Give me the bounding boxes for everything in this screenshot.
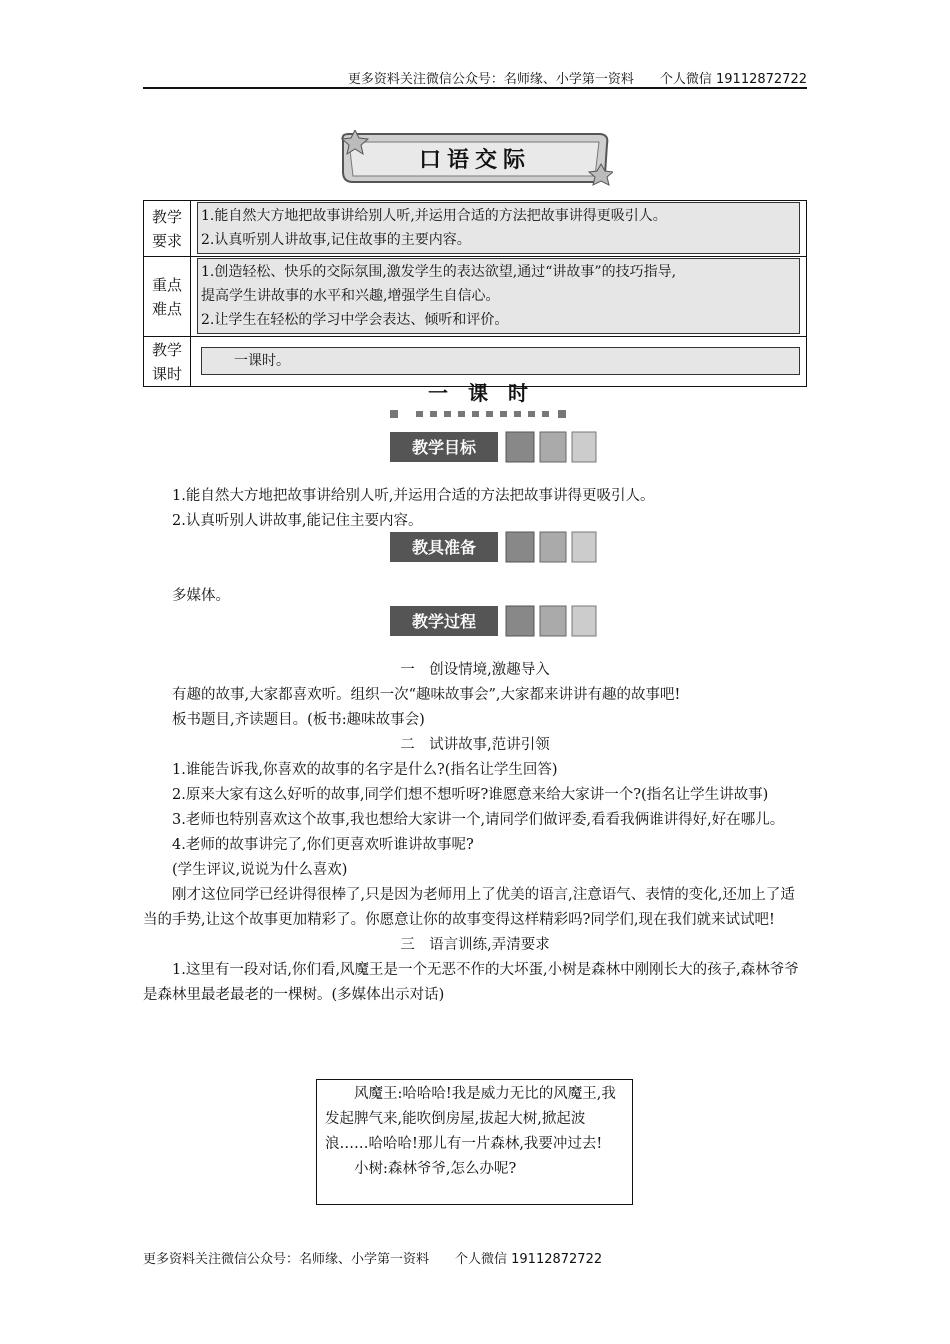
process-content: 一 创设情境,激趣导入 有趣的故事,大家都喜欢听。组织一次“趣味故事会”,大家都来讲讲有趣的故事吧! 板书题目,齐读题目。(板书:趣味故事会) 二 试讲故事,范讲引领 1.谁能告诉我,你喜欢的故事的名字是什么?(指名让学生回答) 2.原来大家有这么好听的故事,同学们想不想听呀?谁愿意来给大家讲一个?(指名让学生讲故事) 3.老师也特别喜欢这个故事,我也想给大家讲一个,请同学们做评委,看看我俩谁讲得好,好在哪儿。 4.老师的故事讲完了,你们更喜欢听谁讲故事呢? (学生评议,说说为什么喜欢) 刚才这位同学已经讲得很棒了,只是因为老师用上了优美的语言,注意语气、表情的变化,还加上了适当的手势,让这个故事更加精彩了。你愿意让你的故事变得这样精彩吗?同学们,现在我们就来试试吧! 三 语言训练,弄清要求 1.这里有一段对话,你们看,风魔王是一个无恶不作的大坏蛋,小树是森林中刚刚长大的孩子,森林爷爷是森林里最老最老的一棵树。(多媒体出示对话) (143, 658, 807, 1008)
table-row (144, 201, 807, 257)
dialog-box: 风魔王:哈哈哈!我是威力无比的风魔王,我发起脾气来,能吹倒房屋,拔起大树,掀起波浪……哈哈哈!那儿有一片森林,我要冲过去! 小树:森林爷爷,怎么办呢? (316, 1079, 633, 1205)
title-banner-text: 口语交际 (418, 148, 532, 173)
tools-badge-text: 教具准备 (411, 538, 477, 557)
section-title: 二 试讲故事,范讲引领 (400, 737, 550, 753)
row-label: 教学 课时 (144, 337, 191, 387)
key-points-box: 1.创造轻松、快乐的交际氛围,激发学生的表达欲望,通过“讲故事”的技巧指导, 提高学生讲故事的水平和兴趣,增强学生自信心。 2.让学生在轻松的学习中学会表达、倾听和评价。 (197, 258, 800, 334)
lesson-heading (390, 378, 566, 422)
row-label: 重点 难点 (144, 257, 191, 337)
page-header: 更多资料关注微信公众号：名师缘、小学第一资料 个人微信 19112872722 (347, 72, 807, 87)
row-label: 教学 要求 (144, 201, 191, 257)
lesson-heading-text: 一 课 时 (428, 381, 528, 405)
tools-badge (390, 530, 600, 564)
teaching-info-table (143, 200, 807, 387)
header-divider (143, 87, 807, 89)
goals-badge (390, 430, 600, 464)
goals-content: 1.能自然大方地把故事讲给别人听,并运用合适的方法把故事讲得更吸引人。 2.认真听别人讲故事,能记住主要内容。 (172, 488, 655, 529)
goals-badge-text: 教学目标 (411, 438, 477, 457)
tools-content: 多媒体。 (172, 588, 230, 604)
table-row (144, 257, 807, 337)
requirements-box: 1.能自然大方地把故事讲给别人听,并运用合适的方法把故事讲得更吸引人。 2.认真听别人讲故事,记住故事的主要内容。 (197, 202, 800, 254)
section-title: 三 语言训练,弄清要求 (400, 937, 550, 953)
title-banner (337, 130, 613, 186)
page-footer: 更多资料关注微信公众号：名师缘、小学第一资料 个人微信 19112872722 (143, 1252, 603, 1267)
process-badge (390, 604, 600, 638)
lesson-hours-box: 一课时。 (201, 347, 800, 375)
process-badge-text: 教学过程 (411, 612, 477, 631)
section-title: 一 创设情境,激趣导入 (400, 662, 550, 678)
